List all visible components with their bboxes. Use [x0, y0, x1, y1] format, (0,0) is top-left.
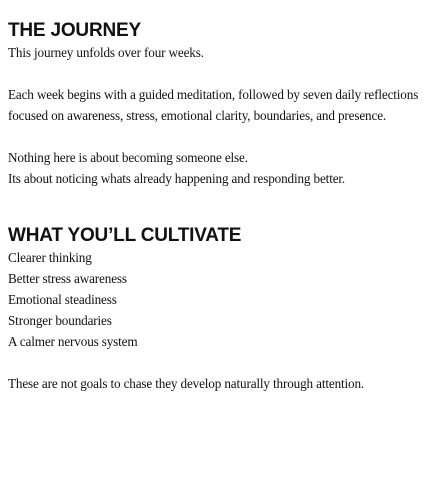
- journey-line-2: Its about noticing whats already happening and responding better.: [8, 171, 346, 186]
- cultivate-heading: WHAT YOU’LL CULTIVATE: [8, 225, 242, 246]
- spacer: [8, 63, 432, 84]
- journey-paragraph: Each week begins with a guided meditation, followed by seven daily reflections focused on awareness, stress, emotional clarity, boundaries, and presence.: [8, 87, 419, 123]
- cultivate-section: [8, 225, 432, 394]
- journey-section: [8, 20, 432, 189]
- spacer: [8, 352, 432, 373]
- cultivate-closing: These are not goals to chase they develop naturally through attention.: [8, 376, 365, 391]
- journey-intro: This journey unfolds over four weeks.: [8, 45, 204, 60]
- journey-line-1: Nothing here is about becoming someone else.: [8, 150, 248, 165]
- journey-heading: THE JOURNEY: [8, 20, 141, 41]
- document-page: [8, 0, 432, 394]
- list-item: A calmer nervous system: [8, 334, 138, 349]
- list-item: Emotional steadiness: [8, 292, 117, 307]
- spacer: [8, 126, 432, 147]
- list-item: Better stress awareness: [8, 271, 127, 286]
- list-item: Stronger boundaries: [8, 313, 112, 328]
- list-item: Clearer thinking: [8, 250, 92, 265]
- cultivate-list: [8, 247, 432, 352]
